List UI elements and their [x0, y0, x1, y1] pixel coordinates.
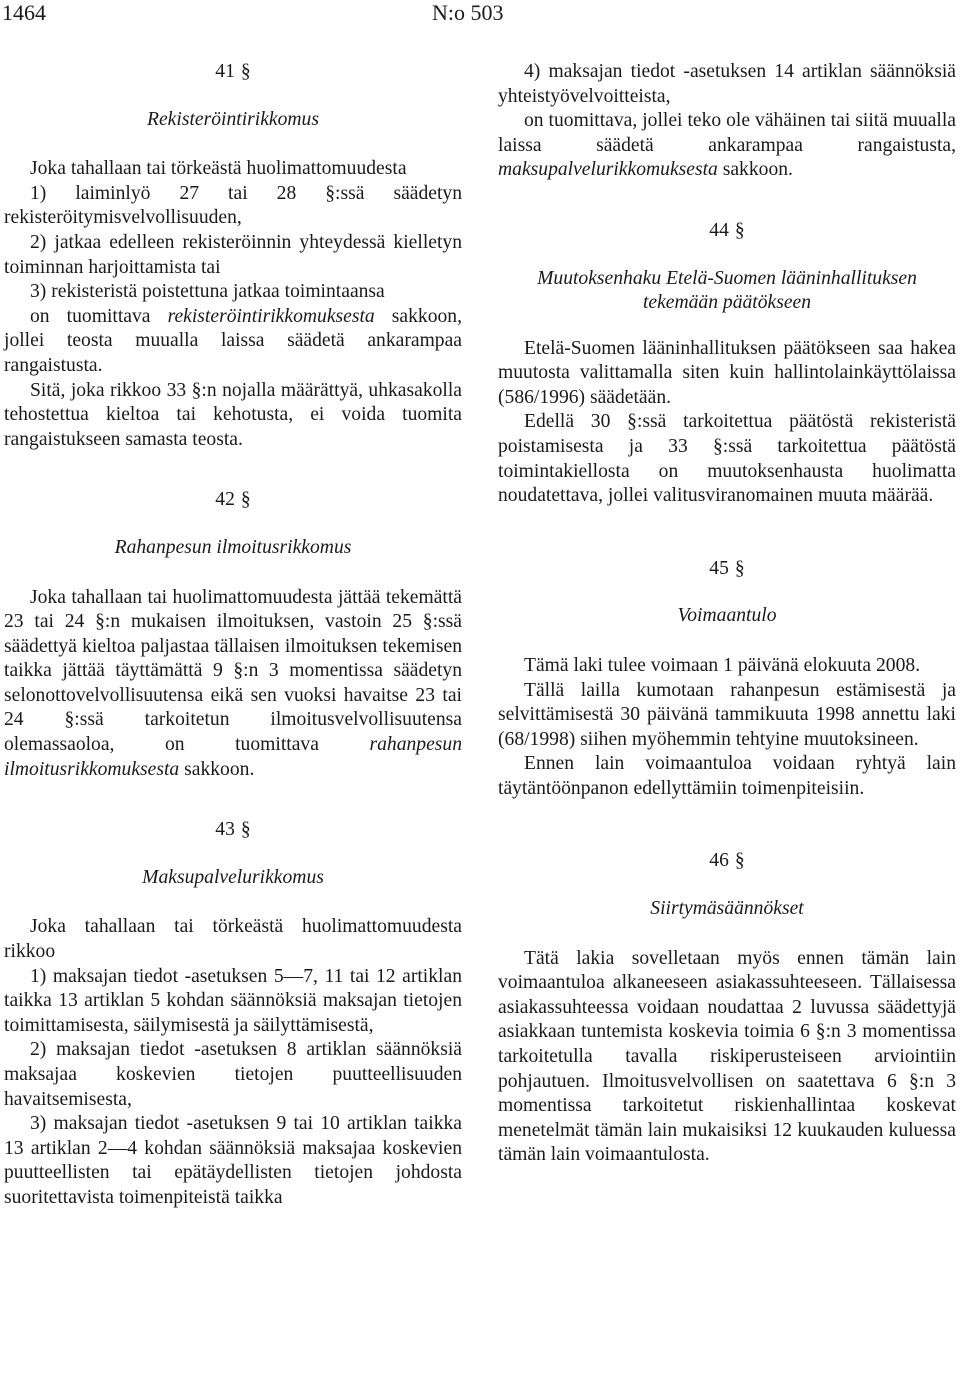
section-41-number: 41 § [215, 61, 251, 82]
section-sign: § [734, 219, 745, 241]
section-46-number: 46 § [709, 850, 745, 872]
section-41-item-3: 3) rekisteristä poistettuna jatkaa toimintaansa [30, 281, 385, 303]
section-sign: § [734, 557, 745, 579]
issue-number: N:o 503 [432, 0, 504, 25]
section-44-paragraph-2: Edellä 30 §:ssä tarkoitettua päätöstä rekisteristä poistamisesta ja 33 §:ssä tarkoitettua päätöstä toimintakiellosta on muutoksenhausta huolimatta noudatettava, jollei valitusviranomainen muuta määrää. [498, 411, 956, 507]
left-column [4, 60, 462, 1211]
section-42-number: 42 § [215, 489, 251, 511]
page-header [0, 0, 960, 30]
section-45-paragraph-2: Tällä lailla kumotaan rahanpesun estämisestä ja selvittämisestä 30 päivänä tammikuuta 1998 annettu laki (68/1998) siihen myöhemmin tehtyine muutoksineen. [498, 679, 956, 750]
section-42-title: Rahanpesun ilmoitusrikkomus [114, 536, 352, 558]
section-sign: § [240, 819, 251, 841]
section-sign: § [734, 850, 745, 872]
section-41-item-2: 2) jatkaa edelleen rekisteröinnin yhteydessä kielletyn toiminnan harjoittamista tai [4, 231, 462, 278]
section-43-item-1: 1) maksajan tiedot -asetuksen 5—7, 11 tai 12 artiklan taikka 13 artiklan 5 kohdan säännöksiä maksajan tietojen toimittamisesta, säilymisestä ja säilyttämisestä, [4, 965, 462, 1036]
section-41-item-1: 1) laiminlyö 27 tai 28 §:ssä säädetyn rekisteröitymisvelvollisuuden, [4, 182, 462, 229]
section-45-title: Voimaantulo [677, 605, 777, 627]
section-43-title: Maksupalvelurikkomus [142, 866, 324, 888]
section-45-paragraph-3: Ennen lain voimaantuloa voidaan ryhtyä lain täytäntöönpanon edellyttämiin toimenpiteisiin. [498, 753, 956, 799]
section-43-item-4: 4) maksajan tiedot -asetuksen 14 artiklan säännöksiä yhteistyövelvoitteista, [498, 61, 956, 107]
section-41-intro: Joka tahallaan tai törkeästä huolimattomuudesta [30, 158, 407, 180]
section-sign: § [240, 61, 251, 82]
section-44-number: 44 § [709, 219, 745, 241]
section-44-title: Muutoksenhaku Etelä-Suomen lääninhallituksen tekemään päätökseen [537, 267, 917, 313]
section-45-paragraph-1: Tämä laki tulee voimaan 1 päivänä elokuuta 2008. [524, 654, 921, 676]
section-43-number: 43 § [215, 819, 251, 841]
section-41-penalty: on tuomittava rekisteröintirikkomuksesta sakkoon, jollei teosta muualla laissa säädetä ankarampaa rangaistusta. [4, 305, 462, 376]
right-column [498, 60, 956, 1168]
section-42-body: Joka tahallaan tai huolimattomuudesta jättää tekemättä 23 tai 24 §:n mukaisen ilmoituksen, vastoin 25 §:ssä säädettyä kieltoa paljastaa tällaisen ilmoituksen tekemisen taikka jättää täyttämättä 9 §:n 3 momentissa säädetyn selonottovelvollisuutensa eikä sen vuoksi havaitse 23 tai 24 §:ssä tarkoitetun ilmoitusvelvollisuutensa olemassaoloa, on tuomittava rahanpesun ilmoitusrikkomuksesta sakkoon. [4, 586, 462, 780]
section-43-intro: Joka tahallaan tai törkeästä huolimattomuudesta rikkoo [4, 916, 462, 963]
section-43-penalty: on tuomittava, jollei teko ole vähäinen tai siitä muualla laissa säädetä ankarampaa rangaistusta, maksupalvelurikkomuksesta sakkoon. [498, 110, 956, 181]
section-sign: § [240, 489, 251, 511]
section-46-title: Siirtymäsäännökset [650, 898, 804, 920]
section-44-paragraph-1: Etelä-Suomen lääninhallituksen päätökseen saa hakea muutosta valittamalla siten kuin hallintolainkäyttölaissa (586/1996) säädetään. [498, 337, 956, 408]
section-41-title: Rekisteröintirikkomus [147, 108, 319, 130]
section-43-item-3: 3) maksajan tiedot -asetuksen 9 tai 10 artiklan taikka 13 artiklan 2—4 kohdan säännöksiä maksajaa koskevien puutteellisten tai epätäydellisten tietojen johdosta suoritettavista toimenpiteistä taikka [4, 1113, 462, 1208]
section-45-number: 45 § [709, 557, 745, 579]
page-number: 1464 [2, 0, 46, 25]
section-41-paragraph-2: Sitä, joka rikkoo 33 §:n nojalla määrättyä, uhkasakolla tehostettua kieltoa tai kehotusta, ei voida tuomita rangaistukseen samasta teosta. [4, 379, 462, 450]
section-43-item-2: 2) maksajan tiedot -asetuksen 8 artiklan säännöksiä maksajaa koskevien tietojen puutteellisuuden havaitsemisesta, [4, 1039, 462, 1110]
section-46-paragraph-1: Tätä lakia sovelletaan myös ennen tämän lain voimaantuloa alkaneeseen asiakassuhteeseen. Tällaisessa asiakassuhteessa voidaan noudattaa 2 luvussa säädettyjä asiakkaan tuntemista koskevia toimia 6 §:n 3 momentissa tarkoitetulla tavalla riskiperusteiseen arviointiin pohjautuen. Ilmoitusvelvollisen on saatettava 6 §:n 3 momentissa tarkoitetut riskienhallintaa koskevat menetelmät tämän lain mukaisiksi 12 kuukauden kuluessa tämän lain voimaantulosta. [498, 947, 956, 1166]
